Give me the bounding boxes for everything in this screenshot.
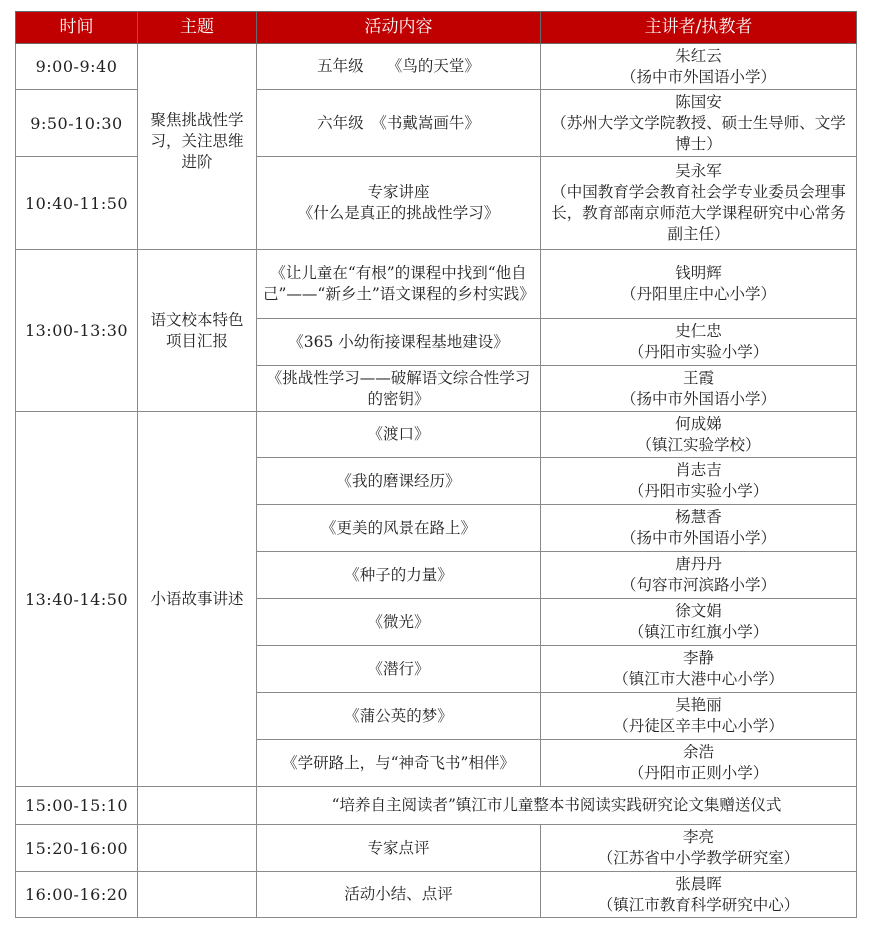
speaker-cell	[541, 599, 857, 646]
content-cell: 《我的磨课经历》	[257, 458, 541, 505]
speaker-cell	[541, 646, 857, 693]
speaker-org: （丹阳里庄中心小学）	[620, 285, 776, 303]
speaker-name: 钱明辉	[675, 264, 722, 282]
speaker-org: （镇江实验学校）	[636, 435, 761, 454]
table-row	[16, 787, 857, 825]
speaker-name: 吴永军	[675, 162, 722, 180]
content-cell: 《种子的力量》	[257, 552, 541, 599]
speaker-org: （中国教育学会教育社会学专业委员会理事长，教育部南京师范大学课程研究中心常务副主任）	[551, 183, 846, 243]
speaker-name: 朱红云	[675, 46, 722, 65]
speaker-cell	[541, 157, 857, 250]
theme-cell	[138, 787, 257, 825]
content-cell: 《挑战性学习——破解语文综合性学习的密钥》	[257, 366, 541, 412]
content-cell: 《学研路上，与“神奇飞书”相伴》	[257, 740, 541, 787]
time-cell: 9:50-10:30	[16, 90, 138, 157]
speaker-cell	[541, 44, 857, 90]
speaker-org: （扬中市外国语小学）	[620, 389, 776, 408]
header-row	[16, 12, 857, 44]
speaker-name: 王霞	[682, 368, 714, 387]
content-cell: 《微光》	[257, 599, 541, 646]
speaker-org: （句容市河滨路小学）	[620, 576, 776, 594]
theme-text: 聚焦挑战性学习，关注思维进阶	[150, 111, 244, 171]
speaker-name: 李亮	[682, 828, 714, 846]
time-cell: 13:40-14:50	[16, 412, 138, 787]
header-content: 活动内容	[257, 12, 541, 44]
speaker-name: 唐丹丹	[675, 555, 722, 573]
speaker-org: （苏州大学文学院教授、硕士生导师、文学博士）	[551, 113, 846, 153]
header-theme: 主题	[138, 12, 257, 44]
speaker-cell	[541, 872, 857, 918]
theme-cell	[138, 872, 257, 918]
speaker-org: （镇江市大港中心小学）	[613, 670, 784, 688]
content-cell: 六年级 《书戴嵩画牛》	[257, 90, 541, 157]
speaker-cell	[541, 250, 857, 319]
content-cell	[257, 157, 541, 250]
speaker-cell	[541, 740, 857, 787]
speaker-org: （扬中市外国语小学）	[620, 67, 776, 86]
theme-cell: 语文校本特色项目汇报	[138, 250, 257, 412]
table-row	[16, 412, 857, 458]
content-cell: 活动小结、点评	[257, 872, 541, 918]
speaker-name: 吴艳丽	[675, 696, 722, 714]
table-row	[16, 825, 857, 872]
speaker-name: 史仁忠	[675, 322, 722, 340]
table-row	[16, 872, 857, 918]
theme-cell: 小语故事讲述	[138, 412, 257, 787]
content-cell: 《更美的风景在路上》	[257, 505, 541, 552]
table-row	[16, 44, 857, 90]
speaker-name: 陈国安	[675, 92, 722, 111]
time-cell: 15:00-15:10	[16, 787, 138, 825]
speaker-name: 余浩	[682, 743, 714, 761]
speaker-name: 肖志吉	[675, 461, 722, 479]
time-cell: 9:00-9:40	[16, 44, 138, 90]
speaker-cell	[541, 552, 857, 599]
speaker-org: （丹阳市实验小学）	[628, 343, 769, 361]
header-speaker: 主讲者/执教者	[541, 12, 857, 44]
content-cell: 五年级 《鸟的天堂》	[257, 44, 541, 90]
content-line: 《什么是真正的挑战性学习》	[297, 204, 500, 222]
content-cell: 《蒲公英的梦》	[257, 693, 541, 740]
speaker-cell	[541, 90, 857, 157]
speaker-cell	[541, 505, 857, 552]
content-cell: 《渡口》	[257, 412, 541, 458]
speaker-org: （镇江市红旗小学）	[628, 623, 769, 641]
speaker-org: （扬中市外国语小学）	[620, 529, 776, 547]
speaker-cell	[541, 412, 857, 458]
theme-cell	[138, 825, 257, 872]
speaker-org: （丹阳市正则小学）	[628, 764, 769, 782]
speaker-org: （丹徒区辛丰中心小学）	[613, 717, 784, 735]
header-time: 时间	[16, 12, 138, 44]
content-line: 专家讲座	[367, 183, 430, 201]
speaker-org: （镇江市教育科学研究中心）	[597, 895, 800, 914]
speaker-cell	[541, 366, 857, 412]
table-row	[16, 250, 857, 319]
content-cell: 《潜行》	[257, 646, 541, 693]
speaker-cell	[541, 825, 857, 872]
speaker-name: 李静	[682, 649, 714, 667]
theme-cell	[138, 44, 257, 250]
speaker-name: 何成娣	[675, 414, 722, 433]
content-cell: 专家点评	[257, 825, 541, 872]
content-cell: “培养自主阅读者”镇江市儿童整本书阅读实践研究论文集赠送仪式	[257, 787, 857, 825]
schedule-table	[15, 11, 857, 918]
speaker-name: 徐文娟	[675, 602, 722, 620]
content-cell: 《让儿童在“有根”的课程中找到“他自己”——“新乡土”语文课程的乡村实践》	[257, 250, 541, 319]
speaker-org: （江苏省中小学教学研究室）	[597, 849, 800, 867]
speaker-name: 张晨晖	[675, 874, 722, 893]
time-cell: 13:00-13:30	[16, 250, 138, 412]
time-cell: 16:00-16:20	[16, 872, 138, 918]
speaker-name: 杨慧香	[675, 508, 722, 526]
content-cell: 《365 小幼衔接课程基地建设》	[257, 319, 541, 366]
speaker-cell	[541, 693, 857, 740]
time-cell: 10:40-11:50	[16, 157, 138, 250]
time-cell: 15:20-16:00	[16, 825, 138, 872]
speaker-org: （丹阳市实验小学）	[628, 482, 769, 500]
speaker-cell	[541, 458, 857, 505]
speaker-cell	[541, 319, 857, 366]
